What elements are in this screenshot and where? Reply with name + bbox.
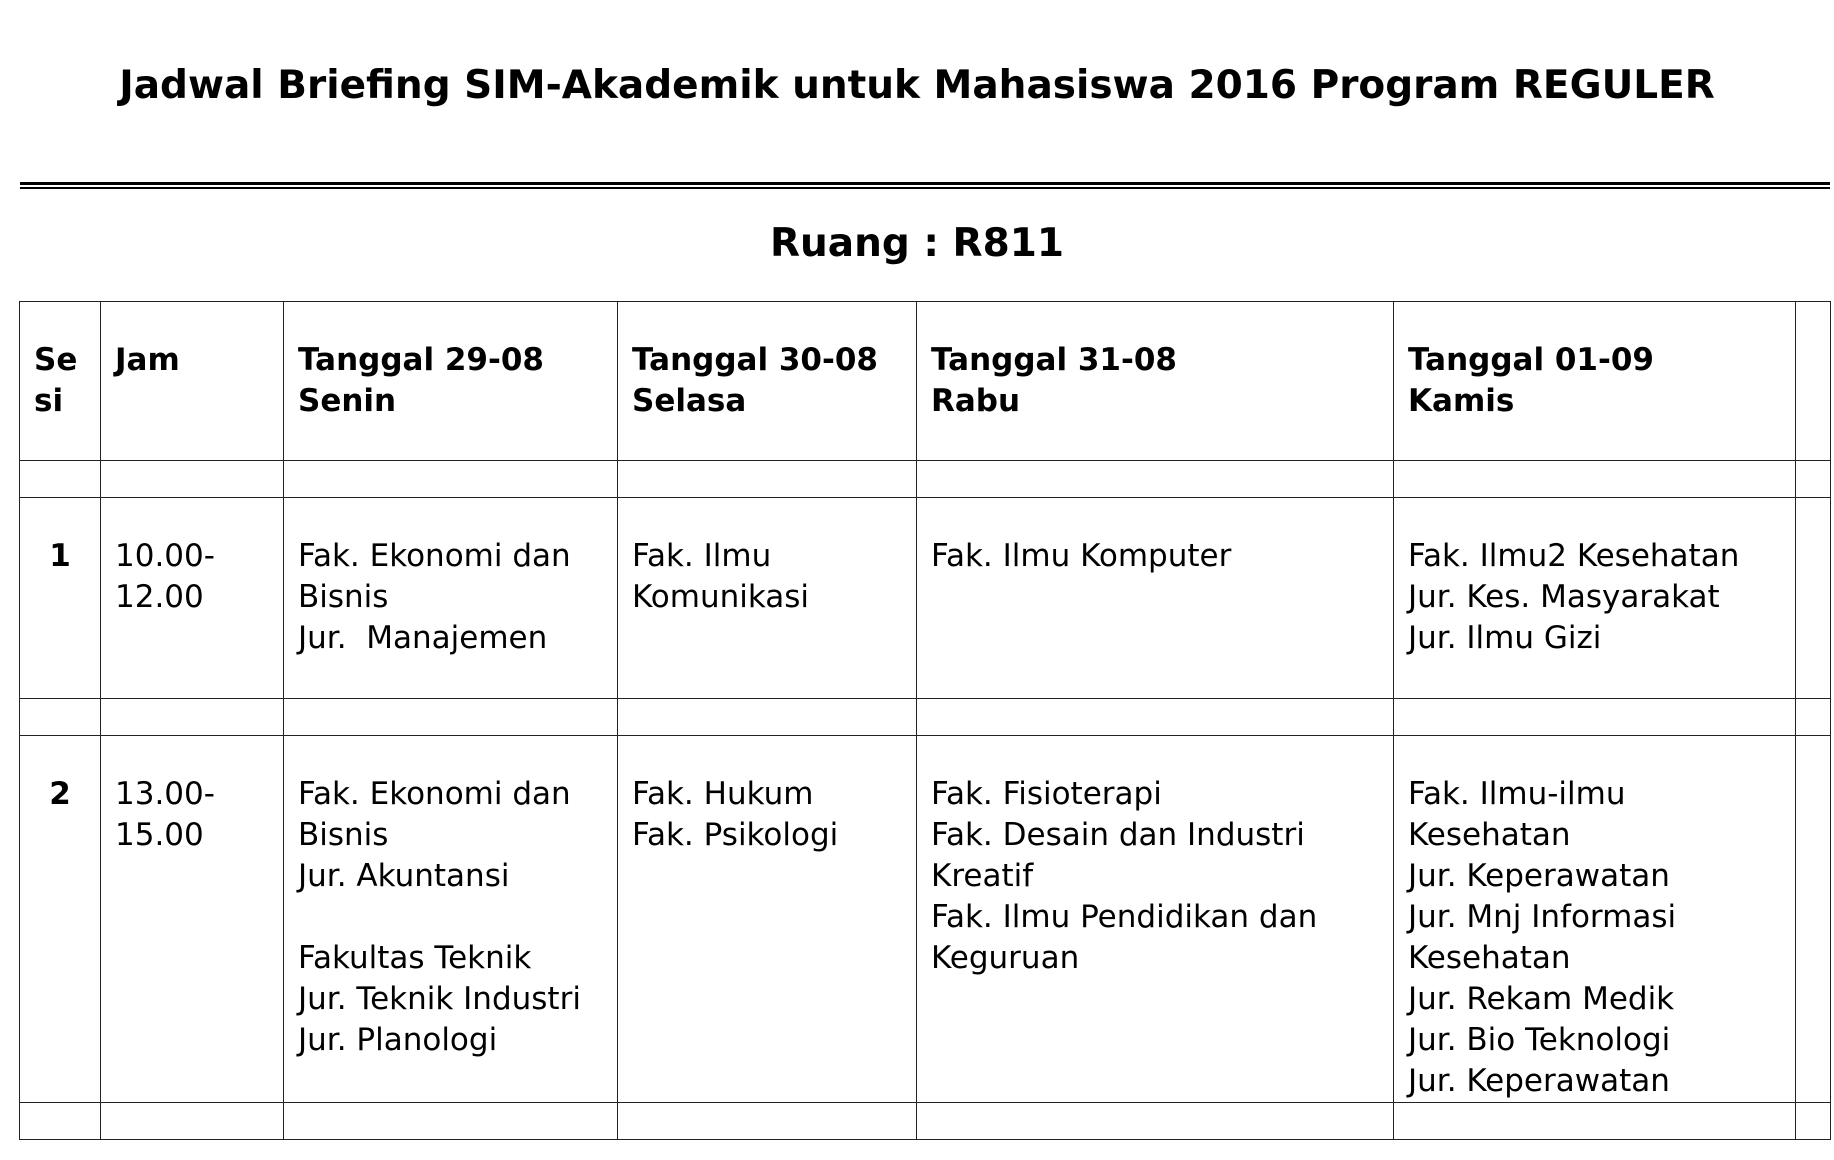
cell-line: Fak. Ekonomi dan	[298, 538, 571, 574]
session-number: 2	[20, 736, 101, 1103]
cell-day-1	[284, 498, 618, 699]
cell-line: Jur. Bio Teknologi	[1408, 1022, 1671, 1058]
empty-cell	[1796, 736, 1831, 1103]
cell-line: Fak. Ilmu-ilmu	[1408, 776, 1626, 812]
empty-cell	[20, 461, 101, 498]
cell-day-2	[618, 498, 917, 699]
cell-line: Bisnis	[298, 817, 389, 853]
header-weekday: Selasa	[632, 383, 747, 419]
cell-line: Fak. Ekonomi dan	[298, 776, 571, 812]
header-sesi-line: si	[34, 383, 64, 419]
header-weekday: Rabu	[931, 383, 1021, 419]
empty-cell	[1796, 699, 1831, 736]
empty-cell	[917, 1103, 1394, 1140]
header-date: Tanggal 29-08	[298, 342, 545, 378]
empty-cell	[1394, 699, 1796, 736]
spacer-row	[20, 461, 1831, 498]
empty-cell	[618, 699, 917, 736]
cell-line: Jur. Manajemen	[298, 620, 548, 656]
empty-cell	[101, 461, 284, 498]
header-jam-label: Jam	[115, 342, 180, 378]
cell-line: Bisnis	[298, 579, 389, 615]
cell-day-2	[618, 736, 917, 1103]
cell-line: Komunikasi	[632, 579, 810, 615]
cell-line: Fak. Ilmu Pendidikan dan	[931, 899, 1318, 935]
cell-day-4	[1394, 498, 1796, 699]
cell-line: Jur. Mnj Informasi	[1408, 899, 1677, 935]
cell-day-4	[1394, 736, 1796, 1103]
cell-line: Fak. Psikologi	[632, 817, 839, 853]
table-row-session-1	[20, 498, 1831, 699]
cell-day-3	[917, 498, 1394, 699]
cell-line: Kreatif	[931, 858, 1034, 894]
spacer-row	[20, 1103, 1831, 1140]
time-line: 12.00	[115, 579, 204, 615]
cell-line: Fak. Desain dan Industri	[931, 817, 1305, 853]
page-title: Jadwal Briefing SIM-Akademik untuk Mahasiswa 2016 Program REGULER	[119, 63, 1715, 108]
cell-line: Jur. Teknik Industri	[298, 981, 581, 1017]
header-date: Tanggal 30-08	[632, 342, 879, 378]
cell-line: Fak. Ilmu Komputer	[931, 538, 1232, 574]
cell-line: Fakultas Teknik	[298, 940, 532, 976]
empty-cell	[284, 699, 618, 736]
session-time	[101, 498, 284, 699]
table-row-session-2	[20, 736, 1831, 1103]
empty-cell	[1394, 1103, 1796, 1140]
header-extra-cell	[1796, 302, 1831, 461]
time-line: 15.00	[115, 817, 204, 853]
cell-line: Jur. Rekam Medik	[1408, 981, 1675, 1017]
cell-line: Fak. Hukum	[632, 776, 814, 812]
cell-line: Fak. Fisioterapi	[931, 776, 1162, 812]
cell-line: Keguruan	[931, 940, 1080, 976]
cell-day-1	[284, 736, 618, 1103]
header-jam	[101, 302, 284, 461]
empty-cell	[101, 699, 284, 736]
cell-line: Jur. Keperawatan	[1408, 858, 1670, 894]
header-date: Tanggal 01-09	[1408, 342, 1655, 378]
header-sesi-line: Se	[34, 342, 78, 378]
cell-line: Jur. Planologi	[298, 1022, 498, 1058]
header-weekday: Kamis	[1408, 383, 1515, 419]
header-day-4	[1394, 302, 1796, 461]
blank-line	[298, 897, 603, 938]
empty-cell	[917, 699, 1394, 736]
header-weekday: Senin	[298, 383, 397, 419]
empty-cell	[20, 699, 101, 736]
cell-line: Jur. Akuntansi	[298, 858, 510, 894]
header-day-2	[618, 302, 917, 461]
cell-line: Jur. Kes. Masyarakat	[1408, 579, 1720, 615]
header-day-1	[284, 302, 618, 461]
double-rule-divider	[20, 182, 1830, 189]
cell-line: Fak. Ilmu2 Kesehatan	[1408, 538, 1740, 574]
session-number: 1	[20, 498, 101, 699]
empty-cell	[284, 461, 618, 498]
table-header-row	[20, 302, 1831, 461]
empty-cell	[917, 461, 1394, 498]
schedule-table	[19, 301, 1831, 1140]
cell-line: Jur. Keperawatan	[1408, 1063, 1670, 1099]
empty-cell	[1394, 461, 1796, 498]
empty-cell	[1796, 498, 1831, 699]
header-day-3	[917, 302, 1394, 461]
header-date: Tanggal 31-08	[931, 342, 1178, 378]
empty-cell	[618, 461, 917, 498]
header-sesi	[20, 302, 101, 461]
empty-cell	[101, 1103, 284, 1140]
spacer-row	[20, 699, 1831, 736]
empty-cell	[20, 1103, 101, 1140]
cell-line: Fak. Ilmu	[632, 538, 772, 574]
time-line: 13.00-	[115, 776, 215, 812]
room-heading: Ruang : R811	[770, 221, 1064, 266]
empty-cell	[284, 1103, 618, 1140]
time-line: 10.00-	[115, 538, 215, 574]
empty-cell	[618, 1103, 917, 1140]
session-time	[101, 736, 284, 1103]
empty-cell	[1796, 1103, 1831, 1140]
cell-day-3	[917, 736, 1394, 1103]
cell-line: Jur. Ilmu Gizi	[1408, 620, 1602, 656]
empty-cell	[1796, 461, 1831, 498]
cell-line: Kesehatan	[1408, 817, 1571, 853]
cell-line: Kesehatan	[1408, 940, 1571, 976]
